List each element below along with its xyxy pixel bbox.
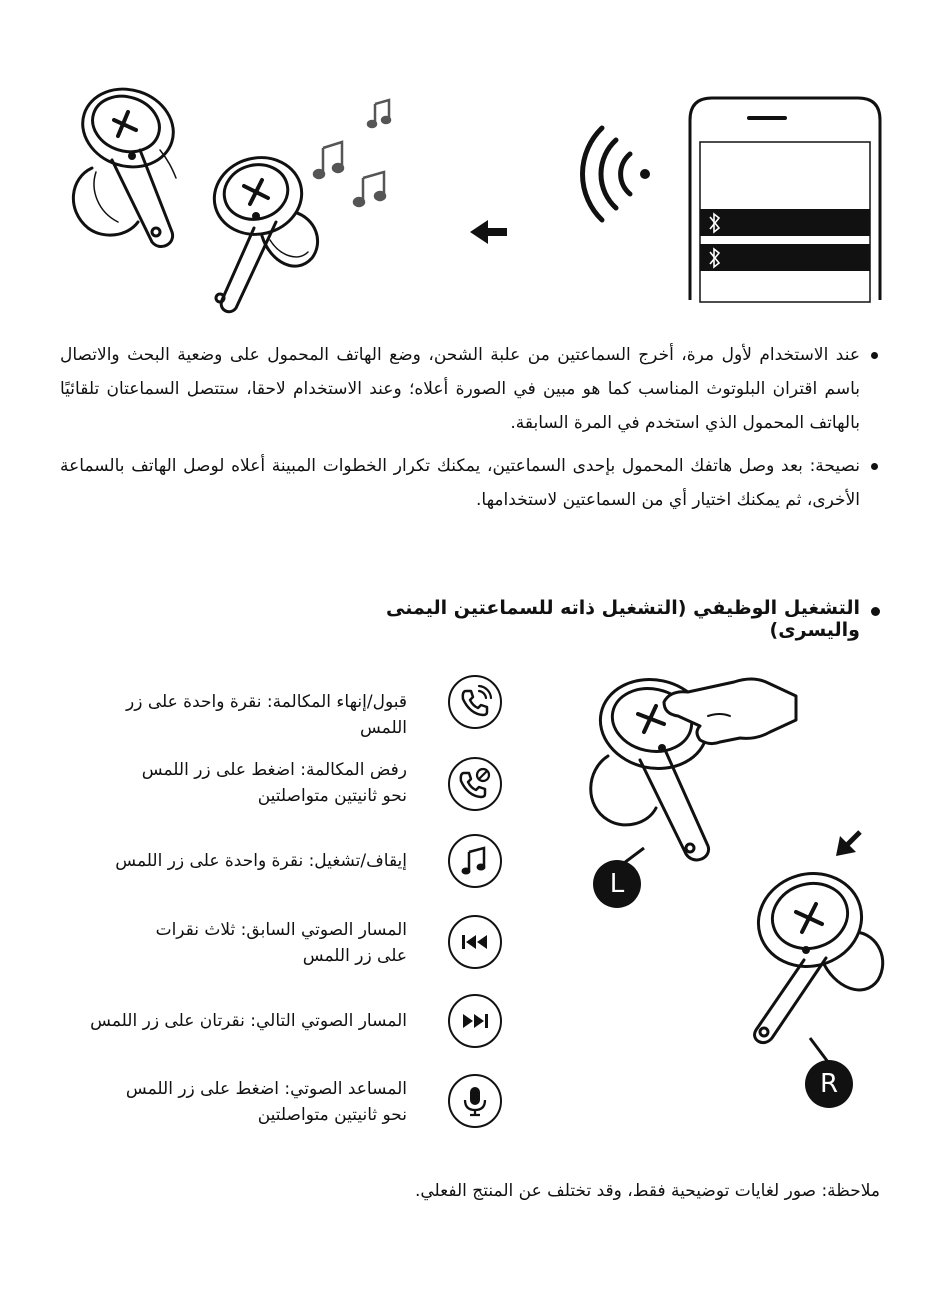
function-text: قبول/إنهاء المكالمة: نقرة واحدة على زر اللمس [126,692,407,738]
pairing-instruction: عند الاستخدام لأول مرة، أخرج السماعتين من علبة الشحن، وضع الهاتف المحمول على وضعية البحث والاتصال باسم اقتران البلوتوث المناسب كما هو مبين في الصورة أعلاه؛ وعند الاستخدام لاحقا، ستتصل السماعتان تلقائيًا بالهاتف المحمول الذي استخدم في المرة السابقة. [60,345,860,433]
earbud-left-illustration [73,78,184,247]
phone-call-icon [448,675,502,729]
bullet-dot [871,463,878,470]
previous-track-icon [448,915,502,969]
function-text: نحو ثانيتين متواصلتين [257,1105,407,1125]
function-voice-assistant [82,1074,502,1134]
function-text: المساعد الصوتي: اضغط على زر اللمس [125,1079,407,1099]
earbud-right-illustration [747,861,882,1042]
microphone-icon [448,1074,502,1128]
phone-illustration [690,98,880,302]
function-text: نحو ثانيتين متواصلتين [257,786,407,806]
function-text: على زر اللمس [302,946,407,966]
pointer-line [810,1038,828,1062]
wireless-signal-icon [582,128,650,220]
function-previous-track [82,915,502,975]
music-note-icon [448,834,502,888]
pairing-tip: نصيحة: بعد وصل هاتفك المحمول بإحدى السماعتين، يمكنك تكرار الخطوات المبينة أعلاه لوصل الهاتف بالسماعة الأخرى، ثم يمكنك اختيار أي من السماعتين لاستخدامها. [60,456,860,510]
earbud-right-illustration [206,148,317,311]
function-answer-call [82,675,502,738]
function-reject-call [82,755,502,815]
function-text: إيقاف/تشغيل: نقرة واحدة على زر اللمس [115,851,407,871]
function-text: المسار الصوتي السابق: ثلاث نقرات [155,920,407,940]
function-play-pause [82,834,502,894]
right-earbud-label: R [805,1060,853,1108]
functions-heading: التشغيل الوظيفي (التشغيل ذاته للسماعتين اليمنى واليسرى) [386,597,860,641]
next-track-icon [448,994,502,1048]
function-next-track [82,994,502,1054]
arrow-down-left-icon [836,832,860,856]
left-earbud-label: L [593,860,641,908]
function-text: رفض المكالمة: اضغط على زر اللمس [141,760,407,780]
bullet-dot [871,352,878,359]
arrow-left-icon [470,220,507,244]
function-text: المسار الصوتي التالي: نقرتان على زر اللمس [90,1011,407,1031]
pairing-illustration [0,0,950,330]
phone-reject-icon [448,757,502,811]
music-notes-illustration [314,100,390,206]
disclaimer-note: ملاحظة: صور لغايات توضيحية فقط، وقد تختلف عن المنتج الفعلي. [414,1181,880,1201]
bullet-dot [871,607,880,616]
